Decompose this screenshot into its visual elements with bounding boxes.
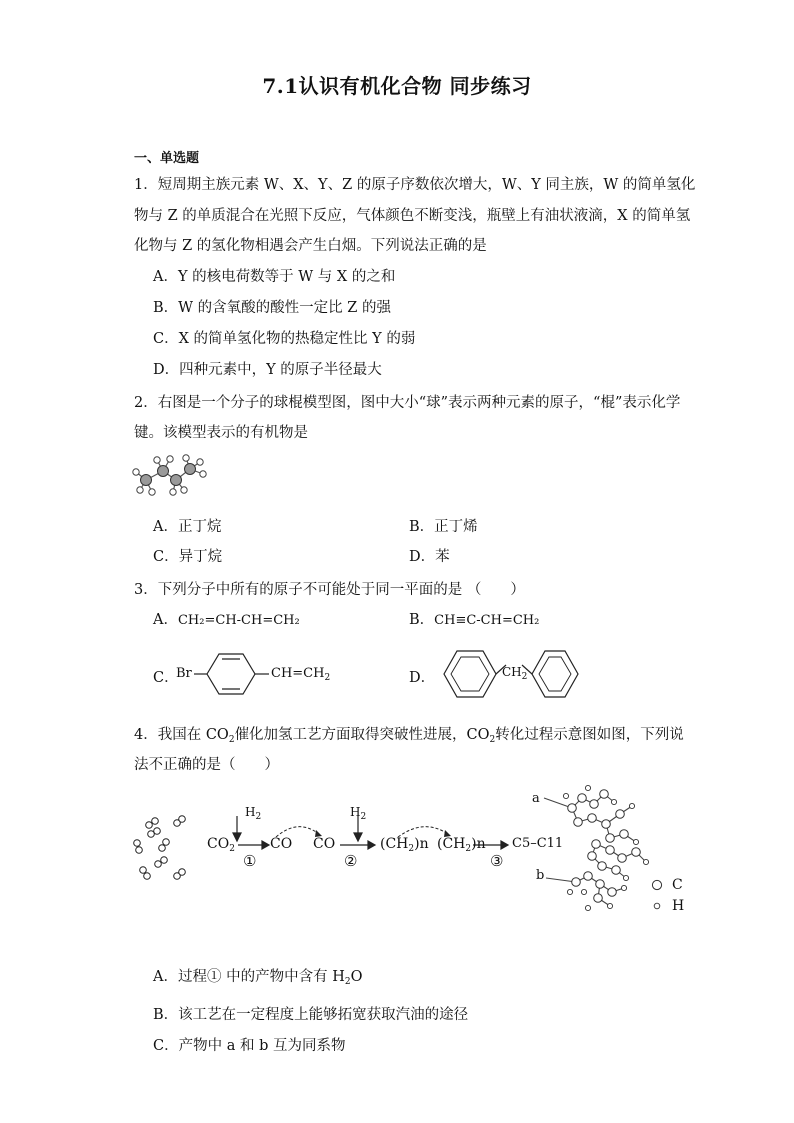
- q2-stem-line2: 键。该模型表示的有机物是: [134, 425, 308, 441]
- q3-option-b-prefix: B．: [409, 612, 435, 628]
- ch2n-label-2: [437, 836, 486, 854]
- q2-option-b: B．正丁烯: [409, 519, 478, 535]
- legend-carbon-marker: [652, 880, 661, 889]
- h2-label-1: [245, 805, 261, 822]
- page-title: 7.1认识有机化合物 同步练习: [262, 74, 532, 98]
- q4-option-c: C．产物中 a 和 b 互为同系物: [153, 1038, 346, 1054]
- h2-label-2: [350, 805, 366, 822]
- methylene-subscript: 2: [521, 672, 528, 682]
- q3-option-b-formula: CH≡C-CH=CH₂: [434, 613, 540, 628]
- legend-hydrogen-label: H: [672, 898, 685, 914]
- q3-option-a-formula: CH₂=CH-CH=CH₂: [177, 613, 300, 628]
- section-heading: 一、单选题: [134, 151, 200, 166]
- methylene-label: [502, 665, 527, 682]
- ch2-sub-1: 2: [408, 844, 415, 854]
- co2-sub: 2: [229, 844, 235, 854]
- q2-stem-line1: 2．右图是一个分子的球棍模型图，图中大小“球”表示两种元素的原子，“棍”表示化学: [134, 395, 681, 411]
- step2-label: ②: [344, 852, 358, 870]
- q1-option-a: A．Y 的核电荷数等于 W 与 X 的之和: [153, 269, 396, 285]
- q4-option-a: A．过程① 中的产物中含有 $H_2O$: [153, 969, 363, 987]
- product-label: C5–C11: [512, 836, 564, 851]
- ch2-text-1: (CH: [380, 836, 409, 852]
- q4-stem-line1: 4．我国在 $CO_2$催化加氢工艺方面取得突破性进展，$CO_2$转化过程示意图如图，下列说: [134, 727, 684, 745]
- h2-text-2: H: [350, 805, 361, 819]
- q4-stem-part2: 催化加氢工艺方面取得突破性进展，CO: [234, 727, 490, 743]
- q4-option-a-text: A．过程① 中的产物中含有 H: [153, 969, 345, 985]
- q1-option-d: D．四种元素中，Y 的原子半径最大: [153, 362, 382, 378]
- ch2-n-1: )n: [414, 836, 429, 852]
- ch2-sub-2: 2: [465, 844, 472, 854]
- co2-text: CO: [207, 836, 230, 852]
- co-label-2: CO: [313, 836, 336, 852]
- q2-option-c: C．异丁烷: [153, 549, 223, 565]
- bromine-label: Br: [176, 666, 192, 681]
- q3-option-d-structure: [438, 645, 583, 703]
- q4-option-a-text-end: O: [350, 969, 363, 985]
- legend-hydrogen-marker: [654, 903, 660, 909]
- q3-stem: 3．下列分子中所有的原子不可能处于同一平面的是 （ ）: [134, 582, 525, 598]
- h2-sub-1: 2: [255, 812, 262, 822]
- q2-option-a: A．正丁烷: [153, 519, 222, 535]
- step3-label: ③: [490, 852, 504, 870]
- product-b-label: b: [536, 868, 545, 883]
- ch2-text-2: (CH: [437, 836, 466, 852]
- ch2-n-2: )n: [471, 836, 486, 852]
- q3-option-a-prefix: A．: [153, 612, 178, 628]
- q3-option-b: [409, 608, 539, 629]
- q1-option-c: C．X 的简单氢化物的热稳定性比 Y 的弱: [153, 331, 416, 347]
- q1-option-b: B．W 的含氧酸的酸性一定比 Z 的强: [153, 300, 391, 316]
- q3-option-d-prefix: D．: [409, 670, 436, 686]
- h2-text-1: H: [245, 805, 256, 819]
- product-a-label: a: [532, 791, 540, 806]
- q4-stem-part3: 转化过程示意图如图，下列说: [495, 727, 684, 743]
- ch2n-label-1: [380, 836, 429, 854]
- h2-sub-2: 2: [360, 812, 367, 822]
- q3-option-c-structure: [176, 650, 346, 700]
- q1-stem-line3: 化物与 Z 的氢化物相遇会产生白烟。下列说法正确的是: [134, 238, 487, 254]
- step1-label: ①: [243, 852, 257, 870]
- q3-option-a: [153, 608, 300, 629]
- co2-molecule-cluster: [134, 816, 186, 880]
- q2-option-d: D．苯: [409, 549, 450, 565]
- vinyl-subscript: 2: [324, 673, 331, 683]
- co-label-1: CO: [270, 836, 293, 852]
- co2-conversion-diagram: [126, 784, 686, 924]
- q4-stem-line2: 法不正确的是（ ）: [134, 757, 279, 773]
- q1-stem-line2: 物与 Z 的单质混合在光照下反应，气体颜色不断变浅，瓶壁上有油状液滴，X 的简单氢: [134, 208, 691, 224]
- legend-carbon-label: C: [672, 877, 683, 893]
- co2-label: [207, 836, 235, 854]
- methylene-text: CH: [502, 665, 522, 679]
- butane-ball-stick-model: [130, 452, 210, 498]
- q4-option-b: B．该工艺在一定程度上能够拓宽获取汽油的途径: [153, 1007, 469, 1023]
- q3-option-c-prefix: C．: [153, 670, 179, 686]
- vinyl-text: CH=CH: [271, 666, 325, 681]
- q4-stem-part1: 4．我国在 CO: [134, 727, 229, 743]
- vinyl-label: [271, 666, 330, 683]
- q1-stem-line1: 1．短周期主族元素 W、X、Y、Z 的原子序数依次增大，W、Y 同主族，W 的简单氢化: [134, 177, 696, 193]
